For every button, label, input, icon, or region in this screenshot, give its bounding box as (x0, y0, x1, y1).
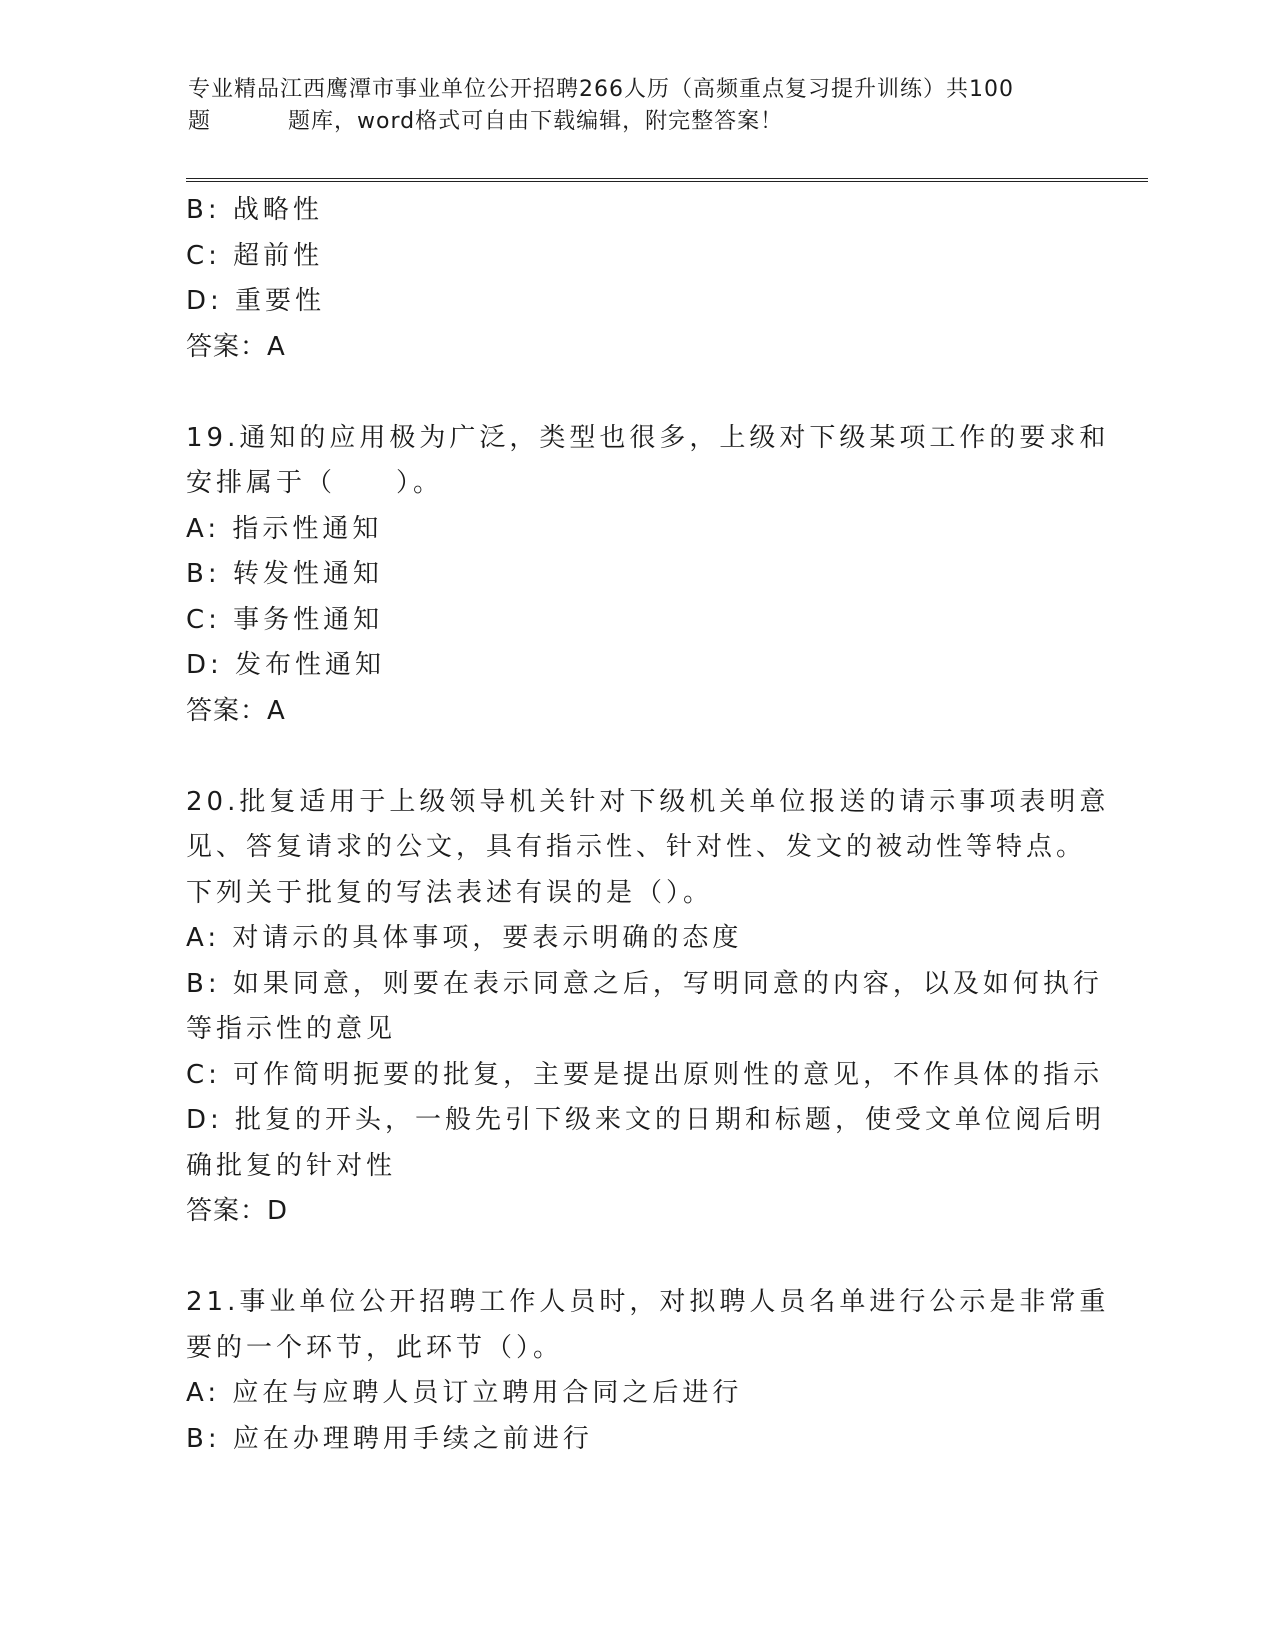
header-line-2 (188, 106, 1088, 138)
option-b: B: 应在办理聘用手续之前进行 (186, 1423, 593, 1454)
option-b: B: 战略性 (186, 195, 323, 225)
question-stem-line: 见、答复请求的公文，具有指示性、针对性、发文的被动性等特点。 (186, 832, 1087, 862)
option-a: A: 指示性通知 (186, 513, 383, 544)
question-stem-line: 下列关于批复的写法表述有误的是（）。 (186, 877, 714, 908)
header-line-2-left: 题 (188, 109, 212, 134)
option-b: B: 如果同意，则要在表示同意之后，写明同意的内容，以及如何执行 (186, 968, 1103, 999)
question-20 (186, 780, 1110, 1235)
header-line-2-right: 题库，word格式可自由下载编辑，附完整答案！ (288, 109, 784, 134)
option-c: C: 超前性 (186, 240, 324, 271)
option-b: B: 转发性通知 (186, 559, 383, 589)
answer: 答案：D (186, 1196, 289, 1226)
option-c: C: 事务性通知 (186, 604, 384, 635)
spacer (186, 734, 1086, 780)
option-b-continued: 等指示性的意见 (186, 1014, 397, 1044)
question-stem-line: 安排属于（ ）。 (186, 468, 444, 498)
header-divider (186, 178, 1148, 182)
answer: 答案：A (186, 331, 286, 362)
page-header (188, 74, 1088, 138)
question-21 (186, 1280, 1110, 1462)
option-a: A: 对请示的具体事项，要表示明确的态度 (186, 923, 743, 953)
answer: 答案：A (186, 695, 286, 726)
question-18-tail (186, 188, 1086, 370)
option-d-continued: 确批复的针对性 (186, 1150, 397, 1181)
header-line-1: 专业精品江西鹰潭市事业单位公开招聘266人历（高频重点复习提升训练）共100 (188, 77, 1014, 102)
question-stem-line: 19.通知的应用极为广泛，类型也很多，上级对下级某项工作的要求和 (186, 422, 1110, 453)
spacer (186, 370, 1086, 416)
question-content (186, 188, 1110, 1462)
option-a: A: 应在与应聘人员订立聘用合同之后进行 (186, 1378, 743, 1408)
option-c: C: 可作简明扼要的批复，主要是提出原则性的意见，不作具体的指示 (186, 1059, 1104, 1090)
option-d: D: 发布性通知 (186, 650, 386, 680)
option-d: D: 重要性 (186, 286, 326, 316)
spacer (186, 1235, 1086, 1281)
question-19 (186, 416, 1110, 735)
question-stem-line: 20.批复适用于上级领导机关针对下级机关单位报送的请示事项表明意 (186, 786, 1110, 817)
question-stem-line: 要的一个环节，此环节（）。 (186, 1332, 564, 1363)
question-stem-line: 21.事业单位公开招聘工作人员时，对拟聘人员名单进行公示是非常重 (186, 1287, 1110, 1317)
option-d: D: 批复的开头，一般先引下级来文的日期和标题，使受文单位阅后明 (186, 1105, 1106, 1135)
